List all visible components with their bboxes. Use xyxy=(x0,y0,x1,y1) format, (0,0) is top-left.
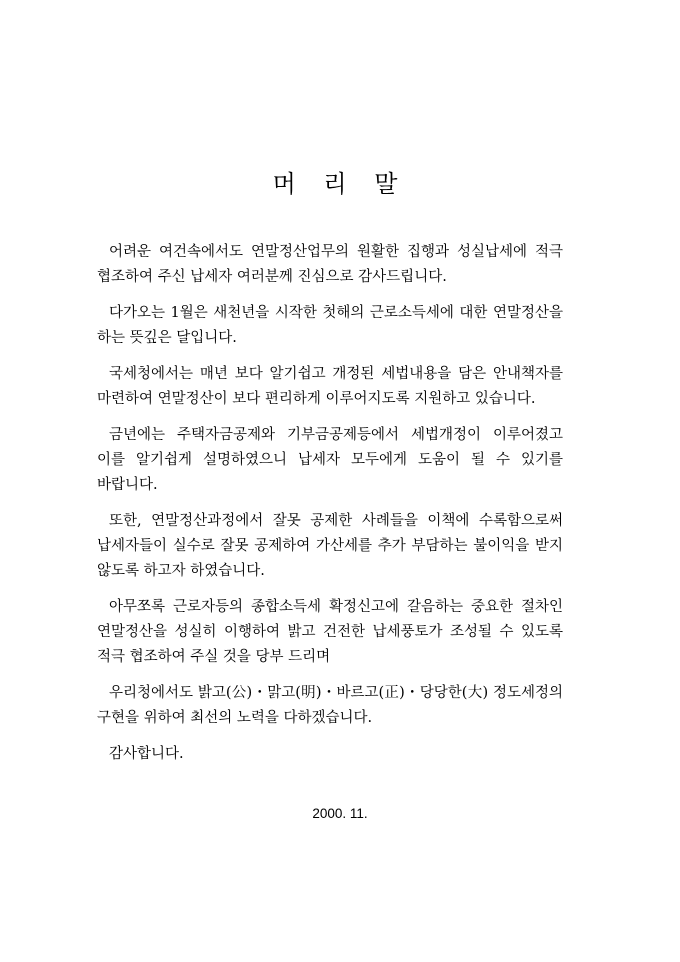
paragraph-2: 다가오는 1월은 새천년을 시작한 첫해의 근로소득세에 대한 연말정산을 하는 뜻깊은 달입니다. xyxy=(97,305,563,346)
paragraph-5: 또한, 연말정산과정에서 잘못 공제한 사례들을 이책에 수록함으로써 납세자들이 실수로 잘못 공제하여 가산세를 추가 부담하는 불이익을 받지 않도록 하고자 하였습니다. xyxy=(97,513,563,579)
page-title: 머 리 말 xyxy=(272,170,408,198)
document-date: 2000. 11. xyxy=(312,806,368,821)
document-body xyxy=(97,240,563,778)
paragraph-7: 우리청에서도 밝고(公)・맑고(明)・바르고(正)・당당한(大) 정도세정의 구현을 위하여 최선의 노력을 다하겠습니다. xyxy=(97,685,563,726)
paragraph-8: 감사합니다. xyxy=(109,746,184,762)
paragraph-1: 어려운 여건속에서도 연말정산업무의 원활한 집행과 성실납세에 적극 협조하여 주신 납세자 여러분께 진심으로 감사드립니다. xyxy=(97,244,563,285)
paragraph-4: 금년에는 주택자금공제와 기부금공제등에서 세법개정이 이루어졌고 이를 알기쉽게 설명하였으니 납세자 모두에게 도움이 될 수 있기를 바랍니다. xyxy=(97,427,563,493)
paragraph-3: 국세청에서는 매년 보다 알기쉽고 개정된 세법내용을 담은 안내책자를 마련하여 연말정산이 보다 편리하게 이루어지도록 지원하고 있습니다. xyxy=(97,366,563,407)
paragraph-6: 아무쪼록 근로자등의 종합소득세 확정신고에 갈음하는 중요한 절차인 연말정산을 성실히 이행하여 밝고 건전한 납세풍토가 조성될 수 있도록 적극 협조하여 주실 것을 당부 드리며 xyxy=(97,599,563,665)
